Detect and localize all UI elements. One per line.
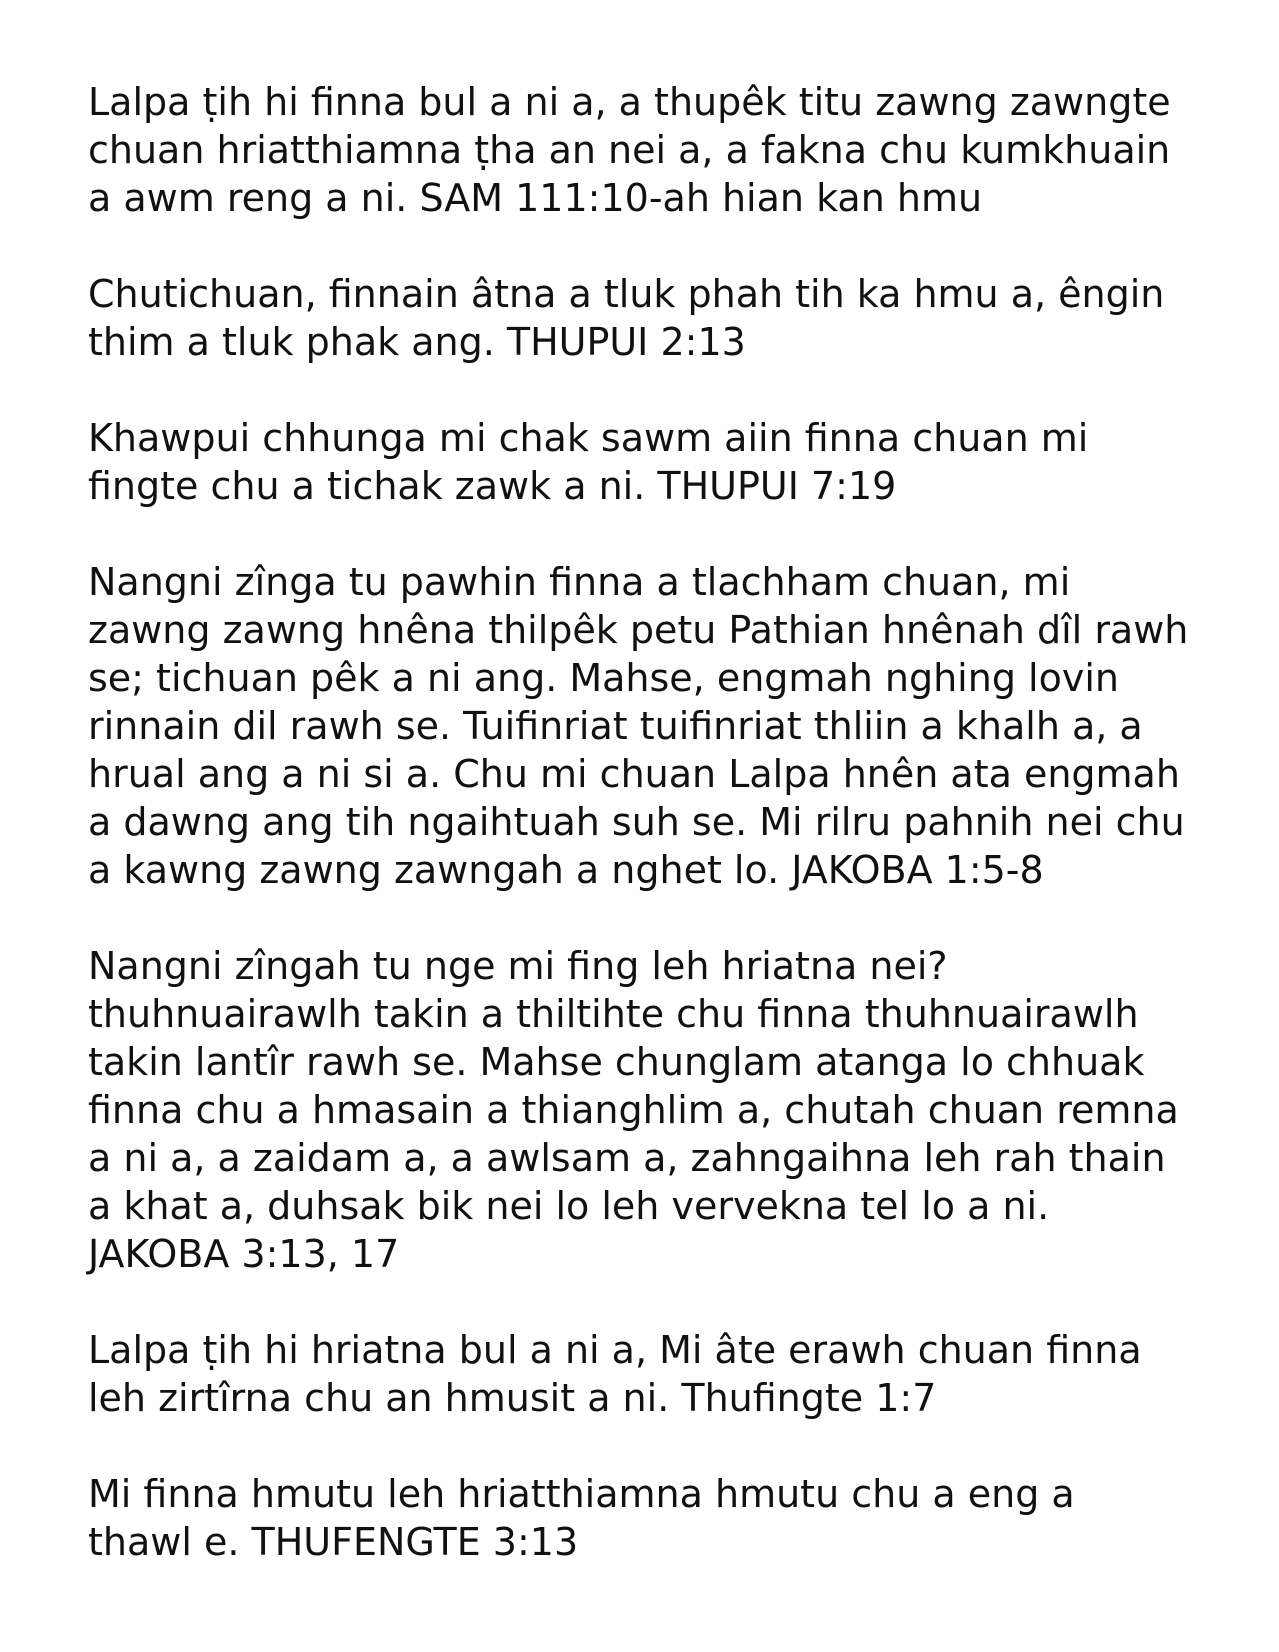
verse-paragraph-1 [88, 78, 1208, 222]
text-line: a dawng ang tih ngaihtuah suh se. Mi rilru pahnih nei chu [88, 800, 1185, 844]
text-line: finna chu a hmasain a thianghlim a, chutah chuan remna [88, 1088, 1179, 1132]
text-line: rinnain dil rawh se. Tuifinriat tuifinriat thliin a khalh a, a [88, 704, 1143, 748]
verse-paragraph-6 [88, 1326, 1208, 1422]
text-line: Lalpa ṭih hi finna bul a ni a, a thupêk titu zawng zawngte [88, 80, 1171, 124]
text-line: Nangni zîngah tu nge mi fing leh hriatna nei? [88, 944, 948, 988]
text-line: thawl e. THUFENGTE 3:13 [88, 1520, 579, 1564]
text-line: a kawng zawng zawngah a nghet lo. JAKOBA 1:5-8 [88, 848, 1044, 892]
text-line: chuan hriatthiamna ṭha an nei a, a fakna chu kumkhuain [88, 128, 1171, 172]
text-line: leh zirtîrna chu an hmusit a ni. Thufingte 1:7 [88, 1376, 937, 1420]
text-line: se; tichuan pêk a ni ang. Mahse, engmah nghing lovin [88, 656, 1119, 700]
verse-paragraph-5 [88, 942, 1208, 1278]
text-line: zawng zawng hnêna thilpêk petu Pathian hnênah dîl rawh [88, 608, 1189, 652]
verse-paragraph-7 [88, 1470, 1208, 1566]
text-line: Khawpui chhunga mi chak sawm aiin finna chuan mi [88, 416, 1089, 460]
text-line: a ni a, a zaidam a, a awlsam a, zahngaihna leh rah thain [88, 1136, 1166, 1180]
text-line: Lalpa ṭih hi hriatna bul a ni a, Mi âte erawh chuan finna [88, 1328, 1142, 1372]
text-line: fingte chu a tichak zawk a ni. THUPUI 7:19 [88, 464, 897, 508]
text-line: takin lantîr rawh se. Mahse chunglam atanga lo chhuak [88, 1040, 1145, 1084]
text-line: thuhnuairawlh takin a thiltihte chu finna thuhnuairawlh [88, 992, 1139, 1036]
text-line: Chutichuan, finnain âtna a tluk phah tih ka hmu a, êngin [88, 272, 1165, 316]
verse-paragraph-4 [88, 558, 1208, 894]
text-line: a awm reng a ni. SAM 111:10-ah hian kan hmu [88, 176, 983, 220]
verse-paragraph-2 [88, 270, 1208, 366]
text-line: JAKOBA 3:13, 17 [88, 1232, 400, 1276]
text-line: thim a tluk phak ang. THUPUI 2:13 [88, 320, 746, 364]
document-page [88, 78, 1208, 1614]
text-line: Nangni zînga tu pawhin finna a tlachham chuan, mi [88, 560, 1071, 604]
verse-paragraph-3 [88, 414, 1208, 510]
text-line: hrual ang a ni si a. Chu mi chuan Lalpa hnên ata engmah [88, 752, 1180, 796]
text-line: Mi finna hmutu leh hriatthiamna hmutu chu a eng a [88, 1472, 1075, 1516]
text-line: a khat a, duhsak bik nei lo leh vervekna tel lo a ni. [88, 1184, 1050, 1228]
